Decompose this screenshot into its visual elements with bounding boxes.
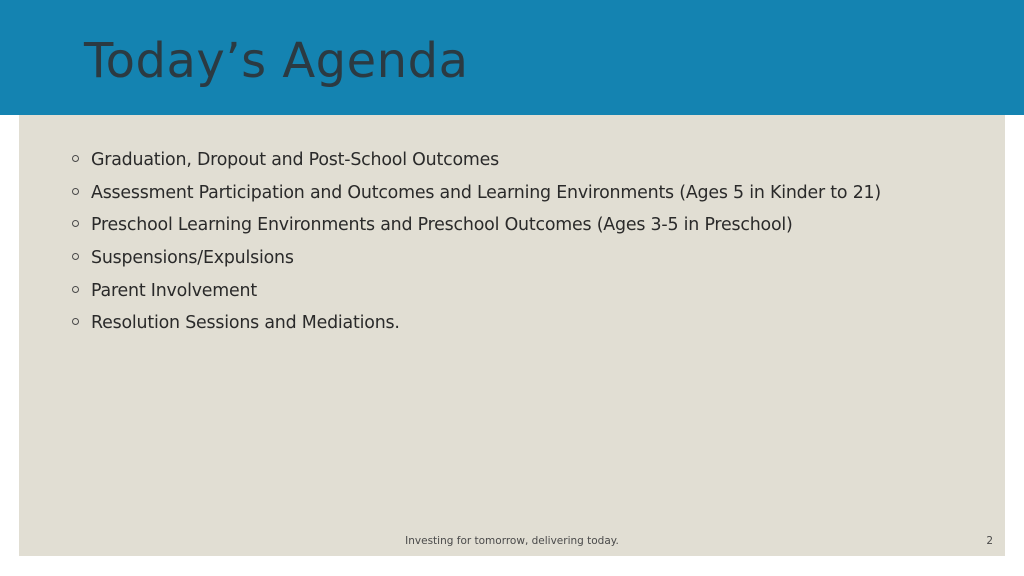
agenda-item bbox=[72, 147, 881, 180]
hollow-circle-bullet-icon bbox=[72, 286, 79, 293]
agenda-item-text: Parent Involvement bbox=[91, 280, 257, 301]
hollow-circle-bullet-icon bbox=[72, 253, 79, 260]
agenda-item bbox=[72, 212, 881, 245]
agenda-item bbox=[72, 310, 881, 343]
agenda-item-text: Assessment Participation and Outcomes and Learning Environments (Ages 5 in Kinder to 21) bbox=[91, 182, 882, 203]
hollow-circle-bullet-icon bbox=[72, 155, 79, 162]
hollow-circle-bullet-icon bbox=[72, 188, 79, 195]
content-area bbox=[19, 115, 1005, 556]
slide-title: Today’s Agenda bbox=[84, 33, 469, 89]
title-bar bbox=[0, 0, 1024, 115]
agenda-list bbox=[72, 147, 881, 343]
footer-tagline: Investing for tomorrow, delivering today. bbox=[405, 535, 619, 547]
agenda-item bbox=[72, 245, 881, 278]
agenda-item bbox=[72, 180, 881, 213]
hollow-circle-bullet-icon bbox=[72, 318, 79, 325]
agenda-item-text: Preschool Learning Environments and Preschool Outcomes (Ages 3-5 in Preschool) bbox=[91, 215, 793, 236]
agenda-item bbox=[72, 278, 881, 311]
agenda-item-text: Resolution Sessions and Mediations. bbox=[91, 313, 400, 334]
agenda-item-text: Graduation, Dropout and Post-School Outcomes bbox=[91, 150, 500, 170]
agenda-item-text: Suspensions/Expulsions bbox=[91, 248, 294, 269]
hollow-circle-bullet-icon bbox=[72, 220, 79, 227]
page-number: 2 bbox=[986, 535, 993, 547]
